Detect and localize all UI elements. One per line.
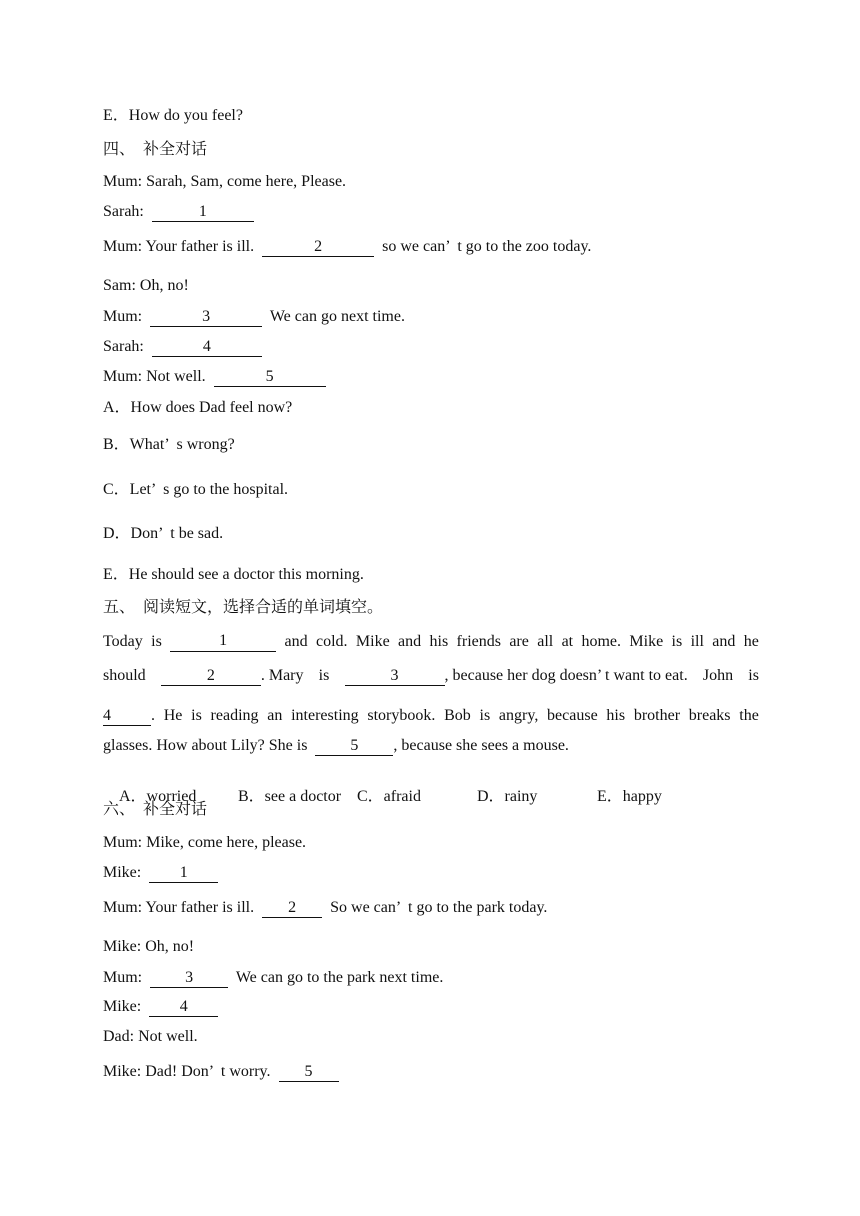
blank-1: 1 (149, 864, 218, 883)
blank-2: 2 (161, 667, 261, 686)
s6-line-7: Dad: Not well. (103, 1028, 198, 1045)
s6-line-5: Mum: 3 We can go to the park next time. (103, 969, 444, 986)
s4-option-c: C．Let’ s go to the hospital. (103, 481, 289, 498)
s4-line-3: Mum: Your father is ill. 2 so we can’ t go to the zoo today. (103, 238, 592, 255)
s6-line-4: Mike: Oh, no! (103, 938, 195, 955)
s4-line-7: Mum: Not well. 5 (103, 367, 326, 387)
blank-4: 4 (103, 707, 151, 726)
blank-2: 2 (262, 899, 322, 918)
section-5-heading: 五、 阅读短文，选择合适的单词填空。 (103, 599, 384, 616)
prev-option-e: E．How do you feel? (103, 107, 243, 124)
s5-paragraph-line-4: glasses. How about Lily? She is 5 , because she sees a mouse. (103, 737, 569, 754)
s5-paragraph-line-3: 4 . He is reading an interesting storybook. Bob is angry, because his brother breaks the (103, 707, 759, 724)
s4-line-4: Sam: Oh, no! (103, 277, 189, 294)
s4-option-a: A．How does Dad feel now? (103, 399, 293, 416)
s5-paragraph-line-2: should 2 . Mary is 3 , because her dog doesn’ t want to eat. John is (103, 667, 759, 684)
s4-option-d: D．Don’ t be sad. (103, 525, 224, 542)
blank-5: 5 (214, 368, 326, 387)
s5-option-c: C．afraid (357, 788, 421, 805)
s6-line-3: Mum: Your father is ill. 2 So we can’ t go to the park today. (103, 899, 548, 916)
blank-5: 5 (279, 1063, 339, 1082)
blank-5: 5 (315, 737, 393, 756)
s4-line-5: Mum: 3 We can go next time. (103, 308, 405, 325)
s5-option-e: E．happy (597, 788, 662, 805)
s4-line-2: Sarah: 1 (103, 202, 254, 222)
blank-3: 3 (345, 667, 445, 686)
blank-2: 2 (262, 238, 374, 257)
s5-option-b: B．see a doctor (238, 788, 342, 805)
blank-4: 4 (152, 338, 262, 357)
s4-option-b: B．What’ s wrong? (103, 436, 235, 453)
blank-1: 1 (152, 203, 254, 222)
s5-option-a: A．worried (119, 788, 197, 805)
blank-1: 1 (170, 632, 276, 652)
s4-line-6: Sarah: 4 (103, 337, 262, 357)
s6-line-6: Mike: 4 (103, 997, 218, 1017)
s4-line-1: Mum: Sarah, Sam, come here, Please. (103, 173, 347, 190)
section-6-heading: 六、 补全对话 (103, 801, 208, 818)
s6-line-2: Mike: 1 (103, 863, 218, 883)
s5-option-d: D．rainy (477, 788, 538, 805)
s5-paragraph-line-1: Today is 1 and cold. Mike and his friends are all at home. Mike is ill and he (103, 632, 759, 650)
blank-3: 3 (150, 308, 262, 327)
blank-3: 3 (150, 969, 228, 988)
s6-line-8: Mike: Dad! Don’ t worry. 5 (103, 1062, 339, 1082)
section-4-heading: 四、 补全对话 (103, 141, 208, 158)
s6-line-1: Mum: Mike, come here, please. (103, 834, 307, 851)
blank-4: 4 (149, 998, 218, 1017)
s4-option-e: E．He should see a doctor this morning. (103, 566, 364, 583)
